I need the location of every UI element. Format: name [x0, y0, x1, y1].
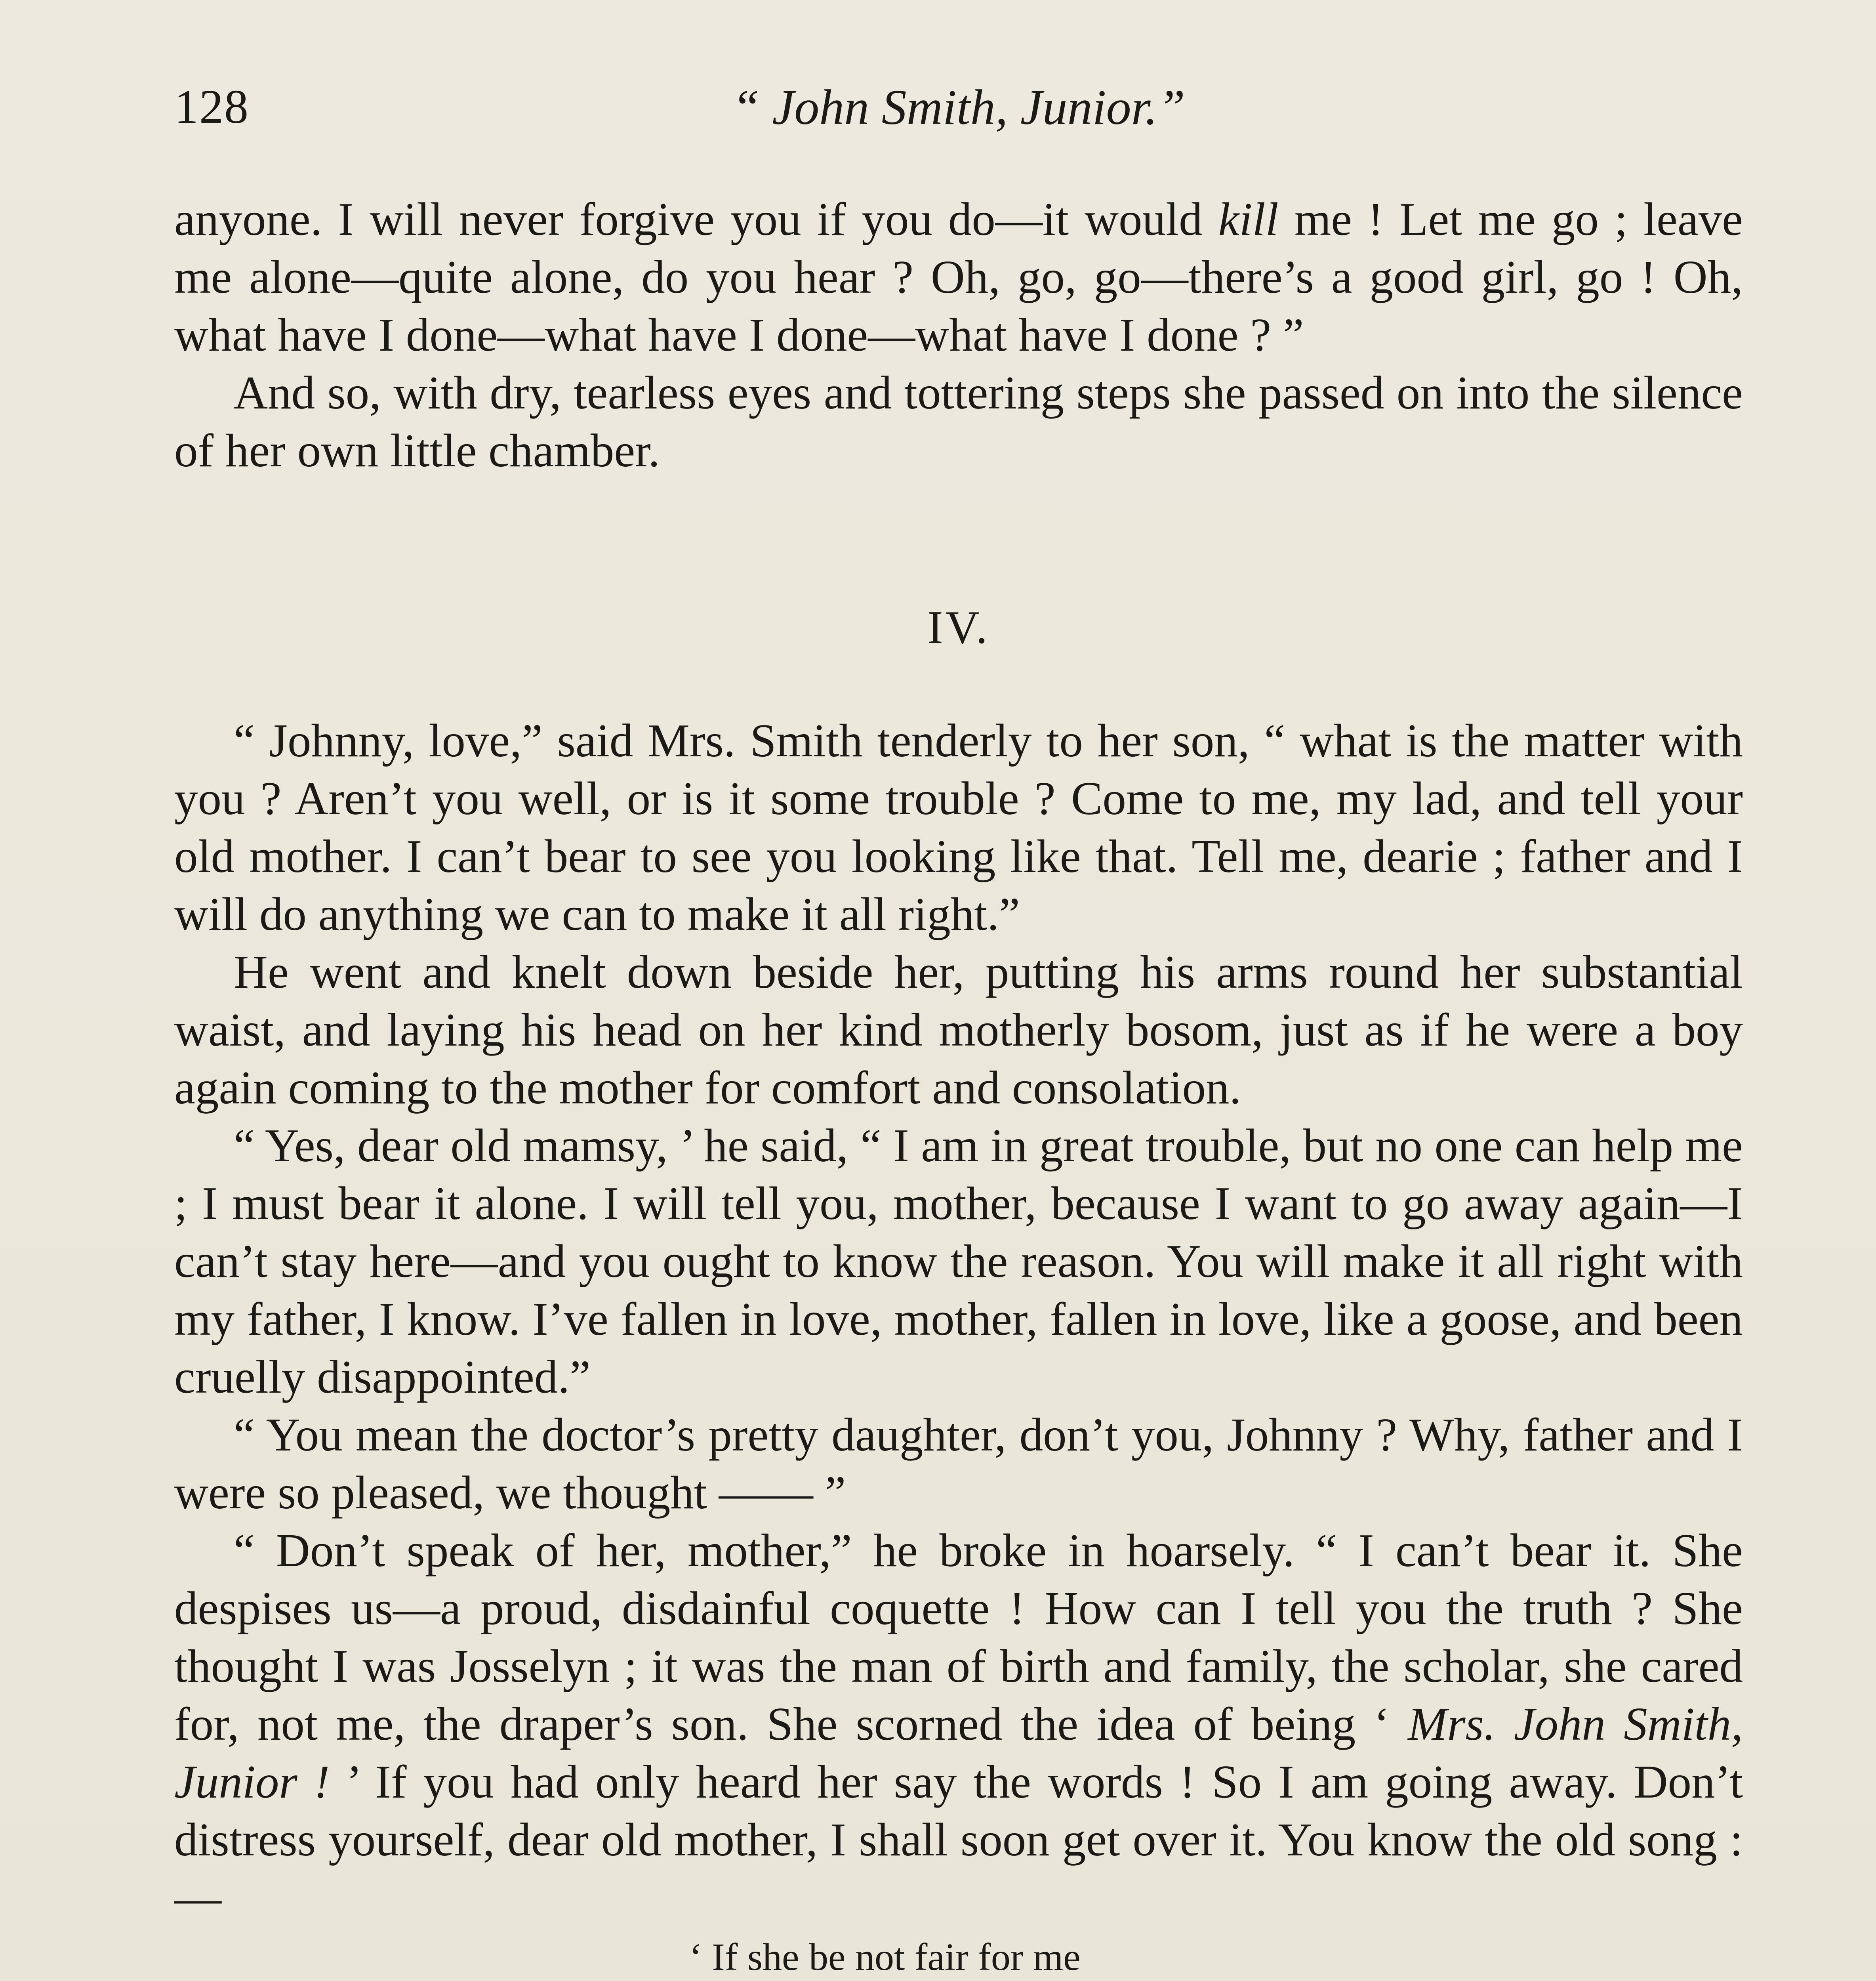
paragraph-7	[174, 1521, 1743, 1926]
paragraph-1	[174, 190, 1743, 364]
paragraph-1-part-b: me ! Let me go ; leave me alone—quite alone, do you hear ? Oh, go, go—there’s a good girl, go ! Oh, what have I done—what have I done—what have I done ? ”	[174, 193, 1743, 361]
paragraph-1-emphasis: kill	[1218, 193, 1279, 245]
verse-line-1: ‘ If she be not fair for me	[689, 1936, 1081, 1979]
verse-quotation	[689, 1930, 1743, 1981]
running-title: “ John Smith, Junior.”	[732, 80, 1186, 135]
paragraph-7-part-a: “ Don’t speak of her, mother,” he broke in hoarsely. “ I can’t bear it. She despises us—a proud, disdainful coquette ! How can I tell you the truth ? She thought I was Josselyn ; it was the man of birth and family, the scholar, she cared for, not me, the draper’s son. She scorned the idea of being ‘	[174, 1524, 1743, 1750]
paragraph-7-emphasis: Mrs. John Smith, Junior !	[174, 1698, 1743, 1808]
section-heading: IV.	[927, 601, 990, 653]
paragraph-3: “ Johnny, love,” said Mrs. Smith tenderly to her son, “ what is the matter with you ? Aren’t you well, or is it some trouble ? Come to me, my lad, and tell your old mother. I can’t bear to see you looking like that. Tell me, dearie ; father and I will do anything we can to make it all right.”	[174, 714, 1743, 940]
paragraph-7-part-b: ’ If you had only heard her say the words ! So I am going away. Don’t distress yourself, dear old mother, I shall soon get over it. You know the old song :—	[174, 1756, 1743, 1924]
paragraph-1-part-a: anyone. I will never forgive you if you do—it would	[174, 193, 1218, 245]
paragraph-6: “ You mean the doctor’s pretty daughter, don’t you, Johnny ? Why, father and I were so pleased, we thought —— ”	[174, 1408, 1743, 1519]
body-text	[174, 190, 1743, 1981]
paragraph-4: He went and knelt down beside her, putting his arms round her substantial waist, and laying his head on her kind motherly bosom, just as if he were a boy again coming to the mother for comfort and consolation.	[174, 946, 1743, 1114]
paragraph-2: And so, with dry, tearless eyes and tottering steps she passed on into the silence of her own little chamber.	[174, 366, 1743, 477]
page-number: 128	[174, 80, 249, 134]
paragraph-5: “ Yes, dear old mamsy, ’ he said, “ I am in great trouble, but no one can help me ; I must bear it alone. I will tell you, mother, because I want to go away again—I can’t stay here—and you ought to know the reason. You will make it all right with my father, I know. I’ve fallen in love, mother, fallen in love, like a goose, and been cruelly disappointed.”	[174, 1119, 1743, 1403]
running-header	[174, 71, 1743, 151]
